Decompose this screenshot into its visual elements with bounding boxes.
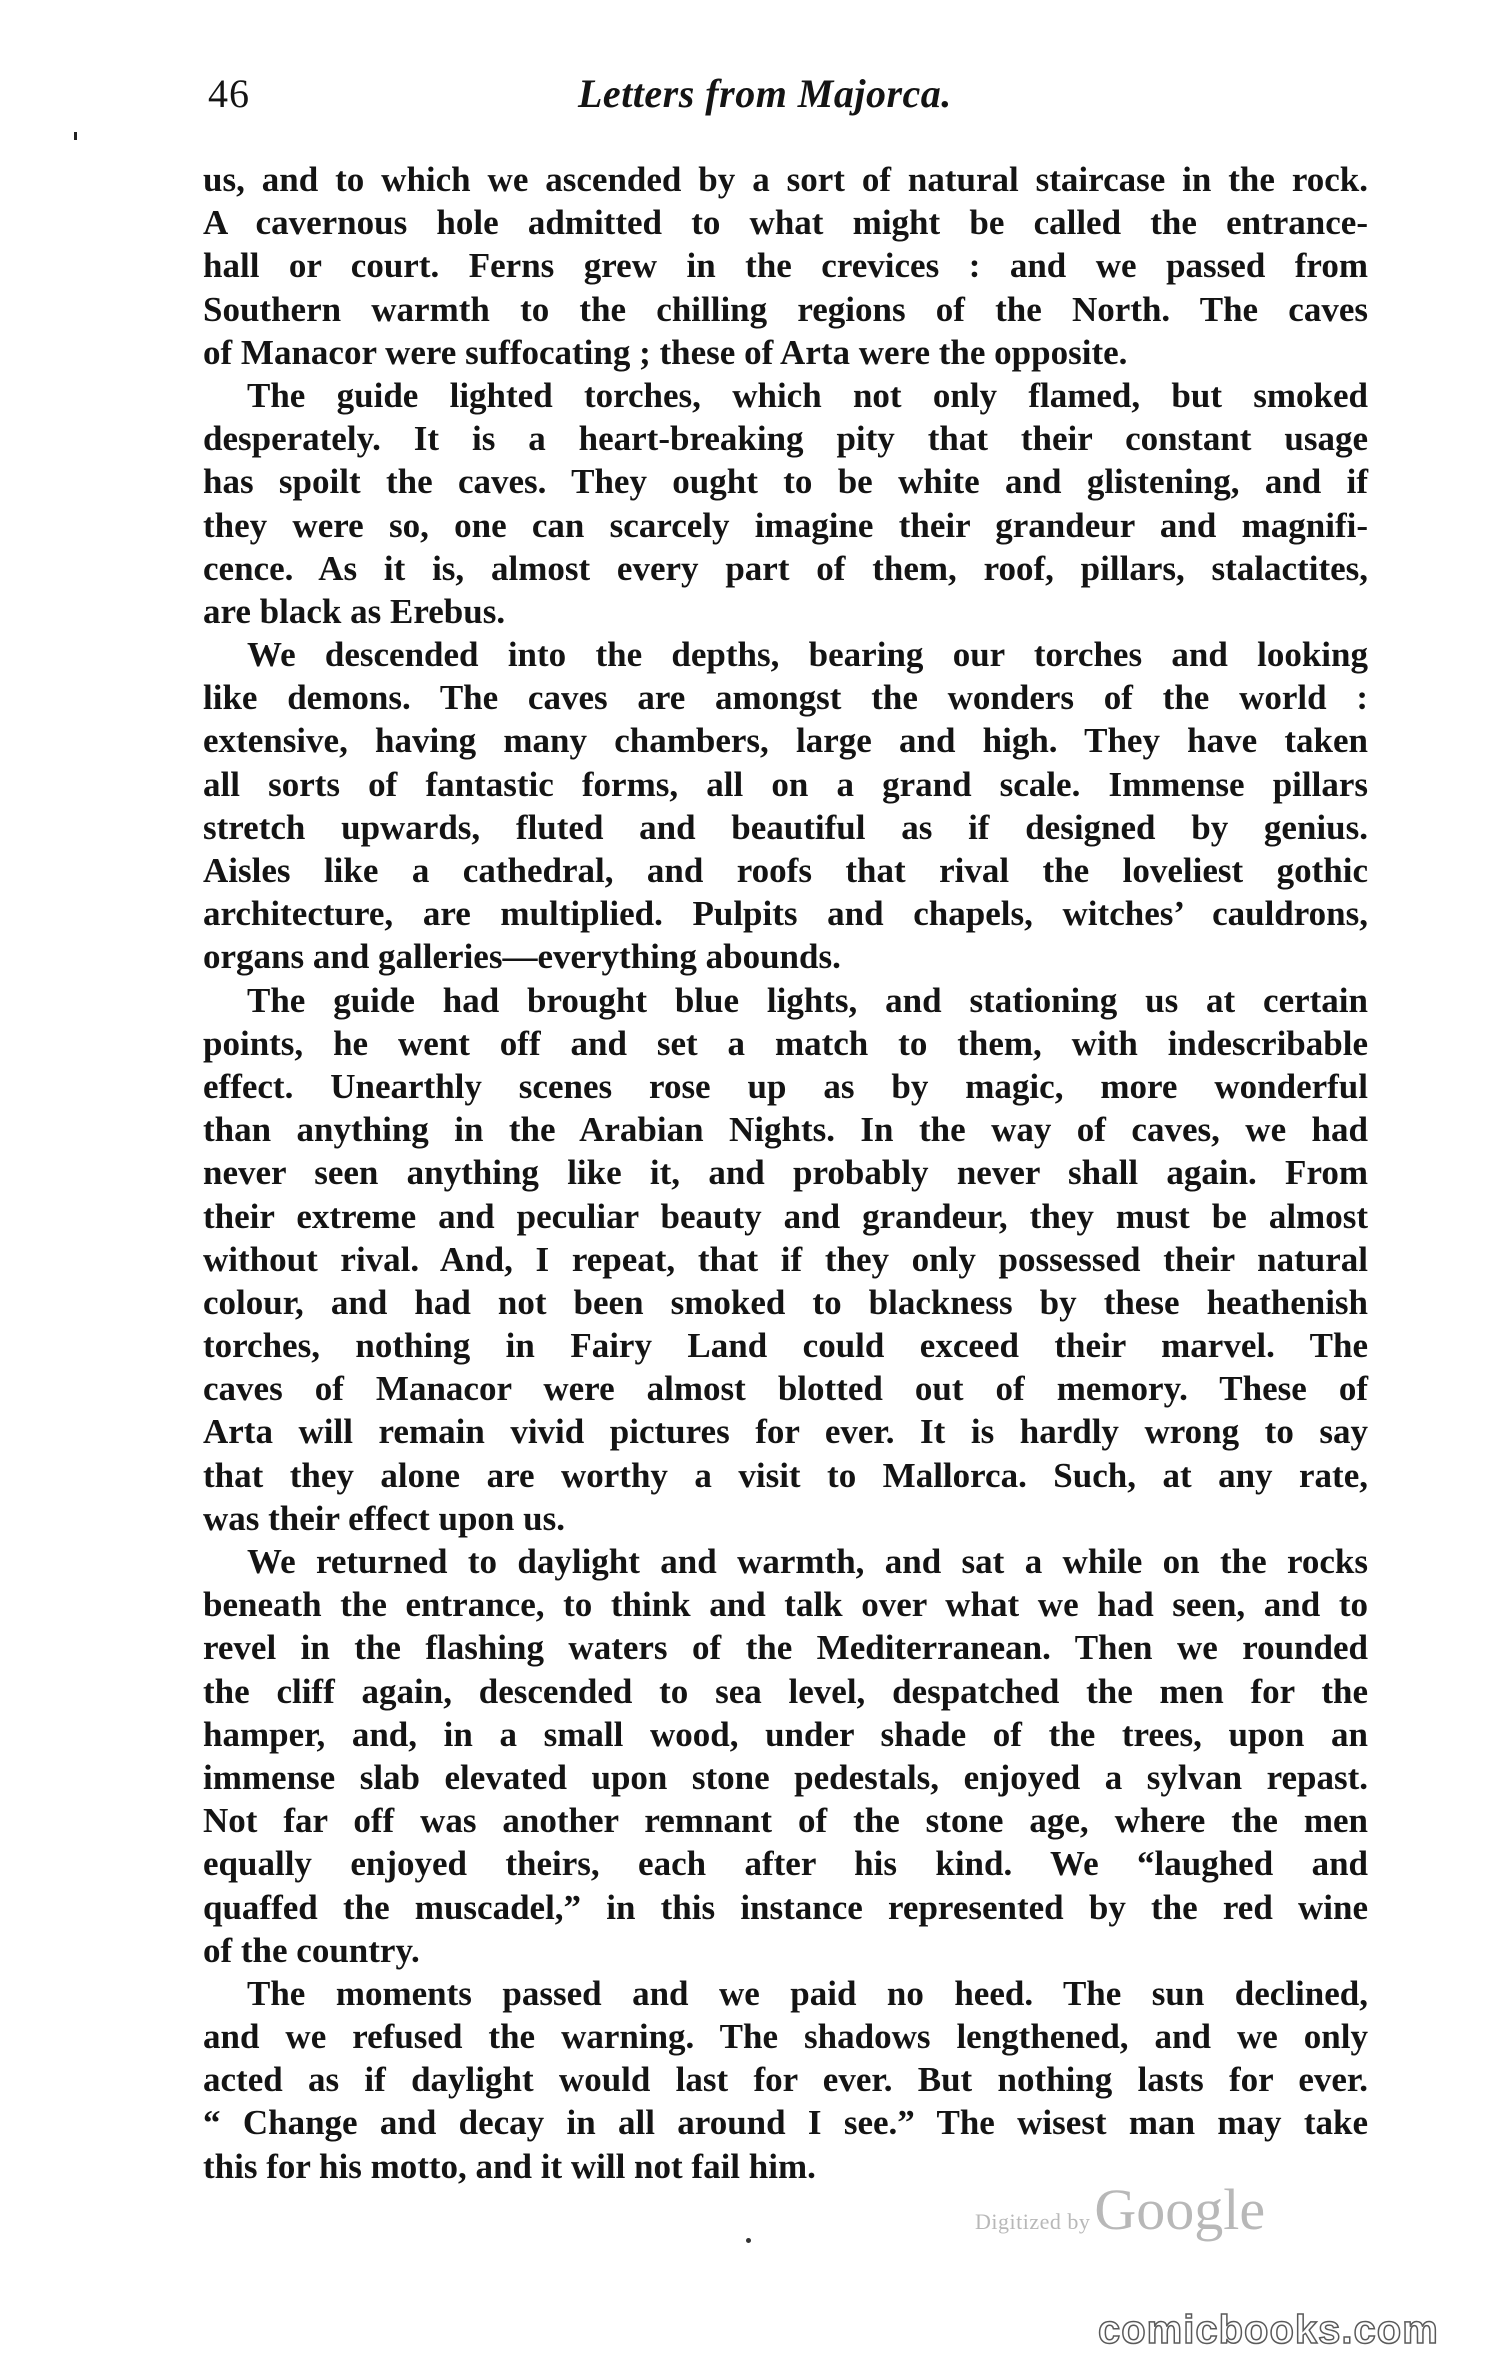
digitization-watermark: [975, 2176, 1265, 2246]
running-title: Letters from Majorca.: [578, 71, 952, 116]
text-line: acted as if daylight would last for ever. But nothing lasts for ever.: [203, 2060, 1368, 2100]
text-line: never seen anything like it, and probably never shall again. From: [203, 1153, 1368, 1193]
text-line: desperately. It is a heart-breaking pity that their constant usage: [203, 419, 1368, 459]
page-number: 46: [208, 71, 250, 116]
text-line: than anything in the Arabian Nights. In the way of caves, we had: [203, 1110, 1368, 1150]
text-line: equally enjoyed theirs, each after his kind. We “laughed and: [203, 1844, 1368, 1884]
text-line: of Manacor were suffocating ; these of Arta were the opposite.: [203, 332, 1128, 372]
page-header: [208, 70, 1368, 130]
text-line: and we refused the warning. The shadows lengthened, and we only: [203, 2017, 1368, 2057]
watermark-prefix: Digitized by: [975, 2209, 1091, 2234]
print-speck: [746, 2238, 751, 2243]
text-line: hall or court. Ferns grew in the crevices : and we passed from: [203, 246, 1368, 286]
text-line: cence. As it is, almost every part of them, roof, pillars, stalactites,: [203, 548, 1368, 588]
text-line: us, and to which we ascended by a sort of natural staircase in the rock.: [203, 160, 1368, 199]
text-line: “ Change and decay in all around I see.” The wisest man may take: [203, 2103, 1368, 2143]
text-line: Aisles like a cathedral, and roofs that rival the loveliest gothic: [203, 851, 1368, 890]
text-line: quaffed the muscadel,” in this instance represented by the red wine: [203, 1887, 1368, 1927]
text-line: caves of Manacor were almost blotted out of memory. These of: [203, 1369, 1368, 1409]
text-line: A cavernous hole admitted to what might be called the entrance-: [203, 203, 1368, 243]
text-line: they were so, one can scarcely imagine their grandeur and magnifi-: [203, 505, 1368, 545]
text-line: torches, nothing in Fairy Land could exceed their marvel. The: [203, 1326, 1368, 1366]
text-line: revel in the flashing waters of the Mediterranean. Then we rounded: [203, 1628, 1368, 1668]
text-line: The guide had brought blue lights, and stationing us at certain: [247, 980, 1368, 1020]
margin-mark: [74, 132, 77, 140]
text-line: extensive, having many chambers, large and high. They have taken: [203, 721, 1368, 761]
text-line: The guide lighted torches, which not only flamed, but smoked: [247, 375, 1368, 415]
text-line: colour, and had not been smoked to blackness by these heathenish: [203, 1282, 1368, 1322]
text-line: was their effect upon us.: [203, 1498, 565, 1538]
text-line: Not far off was another remnant of the stone age, where the men: [203, 1801, 1368, 1841]
text-line: architecture, are multiplied. Pulpits and chapels, witches’ cauldrons,: [203, 894, 1368, 934]
text-line: are black as Erebus.: [203, 591, 506, 631]
text-line: stretch upwards, fluted and beautiful as if designed by genius.: [203, 807, 1368, 847]
text-line: Arta will remain vivid pictures for ever. It is hardly wrong to say: [203, 1412, 1368, 1452]
text-line: without rival. And, I repeat, that if they only possessed their natural: [203, 1239, 1368, 1279]
text-line: like demons. The caves are amongst the wonders of the world :: [203, 678, 1368, 718]
body-text: [203, 158, 1368, 2188]
text-line: has spoilt the caves. They ought to be white and glistening, and if: [203, 462, 1368, 502]
site-credit: comicbooks.com: [1098, 2308, 1439, 2352]
text-line: hamper, and, in a small wood, under shade of the trees, upon an: [203, 1714, 1368, 1754]
text-line: immense slab elevated upon stone pedestals, enjoyed a sylvan repast.: [203, 1757, 1368, 1797]
text-line: We descended into the depths, bearing our torches and looking: [247, 635, 1368, 675]
text-line: effect. Unearthly scenes rose up as by magic, more wonderful: [203, 1066, 1368, 1106]
text-line: points, he went off and set a match to them, with indescribable: [203, 1023, 1368, 1063]
text-line: organs and galleries—everything abounds.: [203, 937, 841, 977]
text-line: that they alone are worthy a visit to Mallorca. Such, at any rate,: [203, 1455, 1368, 1495]
watermark-brand: Google: [1094, 2177, 1266, 2242]
text-line: the cliff again, descended to sea level, despatched the men for the: [203, 1671, 1368, 1711]
text-line: this for his motto, and it will not fail him.: [203, 2146, 816, 2186]
text-line: We returned to daylight and warmth, and sat a while on the rocks: [247, 1542, 1368, 1581]
text-line: Southern warmth to the chilling regions of the North. The caves: [203, 289, 1368, 329]
text-line: The moments passed and we paid no heed. The sun declined,: [247, 1973, 1368, 2013]
text-line: their extreme and peculiar beauty and grandeur, they must be almost: [203, 1196, 1368, 1236]
text-line: all sorts of fantastic forms, all on a grand scale. Immense pillars: [203, 764, 1368, 804]
text-line: beneath the entrance, to think and talk over what we had seen, and to: [203, 1585, 1368, 1625]
text-line: of the country.: [203, 1930, 420, 1970]
